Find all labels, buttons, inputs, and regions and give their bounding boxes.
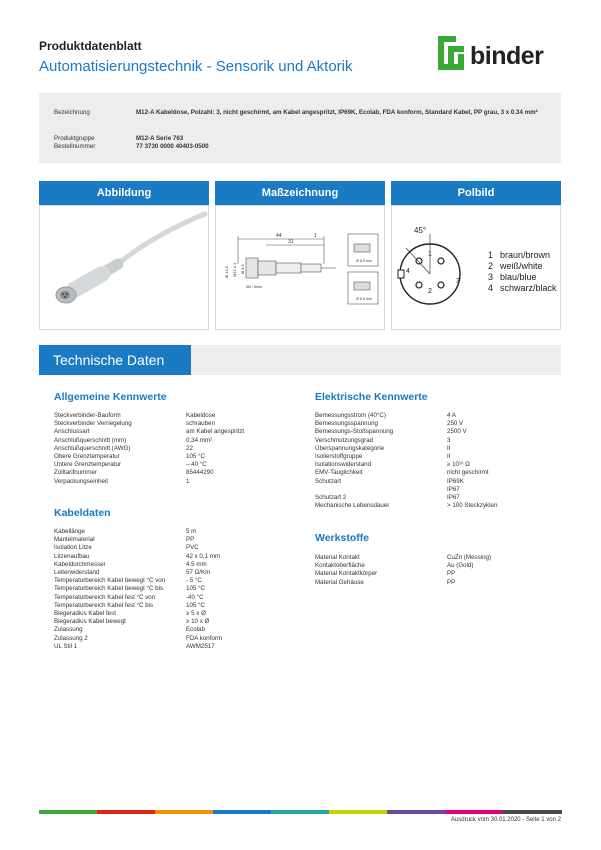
info-label-bestellnummer: Bestellnummer <box>54 143 96 150</box>
row-value: 5 m <box>186 528 197 535</box>
row-label: Litzenaufbau <box>54 552 90 560</box>
row-label: Temperaturbereich Kabel bewegt °C von <box>54 577 166 585</box>
row-value: - 5 °C <box>186 577 202 585</box>
row-label: Isolierstoffgruppe <box>315 453 363 460</box>
row-label: Steckverbinder Verriegelung <box>54 420 132 428</box>
row-label: Kabeldurchmesser <box>54 560 106 568</box>
color-bar-segment <box>155 810 214 814</box>
color-bar-segment <box>329 810 388 814</box>
row-value: -40 °C <box>186 593 204 601</box>
row-label: Steckverbinder-Bauform <box>54 412 121 419</box>
row-label: EMV-Tauglichkeit <box>315 469 363 477</box>
row-value: – 40 °C <box>186 461 207 469</box>
cable-len: 5M / 5mm <box>246 285 262 289</box>
row-value: am Kabel angespritzt <box>186 428 245 436</box>
row-value: schrauben <box>186 420 215 428</box>
row-label: Material Gehäuse <box>315 578 364 586</box>
pin-3-label: 3 <box>456 278 460 285</box>
doc-type-label: Produktdatenblatt <box>39 39 142 53</box>
row-value: IP69K <box>447 477 464 485</box>
dim-d2: M12 x 1 <box>232 262 237 277</box>
row-value: ≥ 10 x Ø <box>186 618 210 626</box>
row-label: Temperaturbereich Kabel bewegt °C bis <box>54 585 164 593</box>
info-label-bezeichnung: Bezeichnung <box>54 109 90 116</box>
row-label: Verschmutzungsgrad <box>315 436 374 444</box>
info-label-produktgruppe: Produktgruppe <box>54 135 95 142</box>
row-label: Temperaturbereich Kabel fest °C von <box>54 593 156 601</box>
tab-polbild: Polbild <box>391 181 561 205</box>
color-bar-segment <box>387 810 446 814</box>
tab-abbildung: Abbildung <box>39 181 209 205</box>
dim-small: 1 <box>314 233 317 239</box>
row-label: Anschlußquerschnitt (AWG) <box>54 444 131 452</box>
row-value: CuZn (Messing) <box>447 554 492 561</box>
legend-item: 2 weiß/white <box>488 261 543 271</box>
row-value: 4.5 mm <box>186 560 207 568</box>
row-value: IP67 <box>447 494 460 501</box>
row-label: Temperaturbereich Kabel fest °C bis <box>54 601 154 609</box>
tech-title: Technische Daten <box>39 345 191 375</box>
pin-legend <box>488 250 557 294</box>
product-image <box>40 206 208 329</box>
row-label: Bemessungsspannung <box>315 420 378 428</box>
row-value: PVC <box>186 544 199 552</box>
dim-d1: Ø 14.5 <box>224 265 229 278</box>
row-value: PP <box>447 570 456 578</box>
row-label: Mantelmaterial <box>54 536 95 544</box>
row-value: 3 <box>447 436 451 444</box>
row-value: ≥ 10¹⁰ Ω <box>447 461 470 469</box>
row-value: II <box>447 444 451 452</box>
row-value: AWM2517 <box>186 642 215 650</box>
row-label: Mechanische Lebensdauer <box>315 502 390 510</box>
row-value: 57 Ω/Km <box>186 569 211 576</box>
row-value: IP67 <box>447 485 460 493</box>
row-label: Anschlußquerschnitt (mm) <box>54 436 127 444</box>
row-label: Material Kontaktkörper <box>315 570 378 578</box>
row-value: Ecolab <box>186 626 205 634</box>
pin-1-label: 1 <box>428 251 432 258</box>
row-value: 2500 V <box>447 428 467 436</box>
row-label: Bemessungsstrom (40°C) <box>315 412 386 419</box>
row-label: Zulassung 2 <box>54 634 88 642</box>
row-value: 42 x 0,1 mm <box>186 552 221 560</box>
row-label: Schutzart <box>315 477 342 485</box>
page-title: Automatisierungstechnik - Sensorik und Aktorik <box>39 58 353 75</box>
dim-top: 44 <box>276 233 282 239</box>
row-label: Untere Grenztemperatur <box>54 461 122 469</box>
heading-elektrisch: Elektrische Kennwerte <box>315 391 428 403</box>
row-label: Verpackungseinheit <box>54 477 109 485</box>
row-label: Isolation Litze <box>54 544 92 552</box>
tab-masszeichnung: Maßzeichnung <box>215 181 385 205</box>
row-value: 1 <box>186 477 190 485</box>
color-bar-segment <box>97 810 156 814</box>
row-value: 0,34 mm² <box>186 436 213 444</box>
row-label: Überspannungskategorie <box>315 444 385 452</box>
legend-item: 3 blau/blue <box>488 272 537 282</box>
heading-werkstoffe: Werkstoffe <box>315 532 370 544</box>
pin-diagram <box>392 206 472 329</box>
row-label: Bemessungs-Stoßspannung <box>315 428 394 436</box>
dimension-drawing <box>216 206 384 329</box>
row-value: Au (Gold) <box>447 562 474 570</box>
pin-4-label: 4 <box>406 268 410 275</box>
row-label: Leiterwiderstand <box>54 569 100 576</box>
info-value-bestellnummer: 77 3730 0000 40403-0500 <box>136 143 209 150</box>
row-label: Kabellänge <box>54 528 85 535</box>
row-value: nicht geschirmt <box>447 469 489 477</box>
row-value: PP <box>447 578 456 586</box>
panel-masszeichnung <box>215 205 385 330</box>
color-bar-segment <box>39 810 98 814</box>
product-info-box <box>39 93 561 163</box>
pin-2-label: 2 <box>428 288 432 295</box>
row-value: II <box>447 453 451 460</box>
row-value: 4 A <box>447 412 456 419</box>
info-value-produktgruppe: M12-A Serie 763 <box>136 135 184 142</box>
row-label: Zulassung <box>54 626 83 634</box>
panel-abbildung <box>39 205 209 330</box>
row-label: Kontaktoberfläche <box>315 562 365 570</box>
row-value: 22 <box>186 444 193 452</box>
logo-text: binder <box>470 42 544 70</box>
row-value: 85444290 <box>186 469 214 477</box>
row-label: Biegeradius Kabel fest <box>54 610 116 617</box>
row-value: 105 °C <box>186 453 205 460</box>
row-label: Anschlussart <box>54 428 90 436</box>
row-label: Obere Grenztemperatur <box>54 453 120 460</box>
row-label: Zolltarifnummer <box>54 469 97 477</box>
row-label: Isolationswiderstand <box>315 461 372 469</box>
row-label: Schutzart 2 <box>315 494 347 501</box>
row-value: 105 °C <box>186 585 205 593</box>
info-value-bezeichnung: M12-A Kabeldose, Polzahl: 3, nicht geschirmt, am Kabel angespritzt, IP69K, Ecolab, FDA konform, Standard Kabel, PP grau, 3 x 0.34 mm² <box>136 109 538 116</box>
heading-kabel: Kabeldaten <box>54 507 111 519</box>
dim-top2: 31 <box>288 239 294 245</box>
angle-label: 45° <box>414 226 427 235</box>
heading-allgemein: Allgemeine Kennwerte <box>54 391 167 403</box>
color-bar-segment <box>503 810 562 814</box>
row-label: Biegeradius Kabel bewegt <box>54 618 126 626</box>
row-value: 250 V <box>447 420 464 428</box>
row-value: > 100 Steckzyklen <box>447 502 498 510</box>
side1-label: Ø 5.5 mm <box>356 259 372 263</box>
row-label: Material Kontakt <box>315 554 360 561</box>
side2-label: Ø 5.5 mm <box>356 297 372 301</box>
dim-d3: Ø 4.5 <box>240 264 245 274</box>
panel-polbild <box>391 205 561 330</box>
row-value: FDA konform <box>186 634 223 642</box>
color-bar-segment <box>213 810 272 814</box>
row-value: 105 °C <box>186 601 205 609</box>
legend-item: 4 schwarz/black <box>488 283 557 293</box>
color-bar-segment <box>271 810 330 814</box>
legend-item: 1 braun/brown <box>488 250 551 260</box>
row-value: Kabeldose <box>186 412 216 419</box>
row-label: UL Stil 1 <box>54 642 78 650</box>
row-value: ≥ 5 x Ø <box>186 610 206 617</box>
footer-text: Ausdruck vom 30.01.2020 - Seite 1 von 2 <box>450 817 561 823</box>
row-value: PP <box>186 536 195 544</box>
color-bar-segment <box>445 810 504 814</box>
